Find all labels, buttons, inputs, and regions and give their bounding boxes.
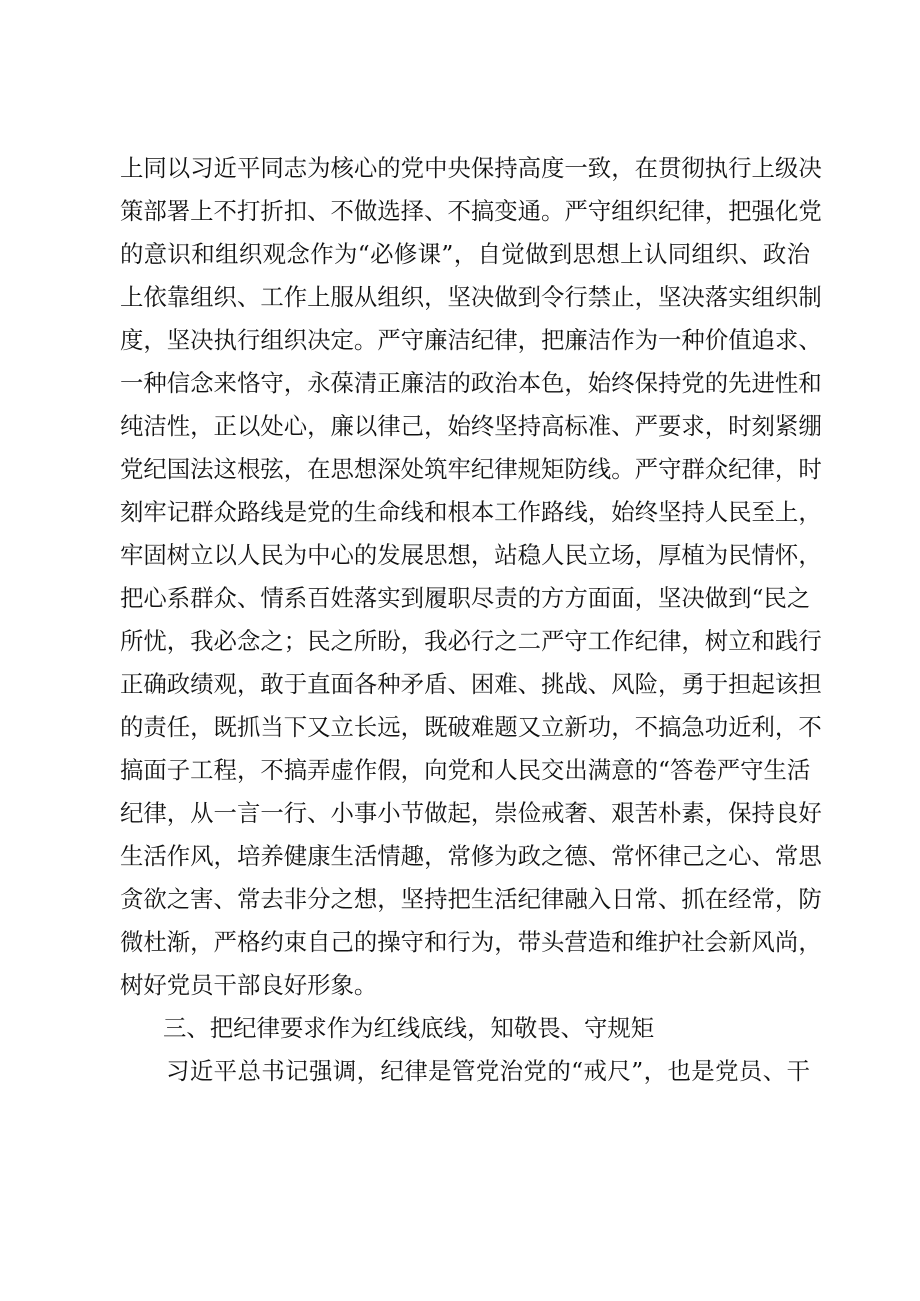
paragraph-line: 生活作风，培养健康生活情趣，常修为政之德、常怀律己之心、常思: [120, 842, 822, 870]
paragraph-line: 的责任，既抓当下又立长远，既破难题又立新功，不搞急功近利，不: [120, 713, 822, 741]
paragraph-line: 一种信念来恪守，永葆清正廉洁的政治本色，始终保持党的先进性和: [120, 369, 822, 397]
paragraph-line: 度，坚决执行组织决定。严守廉洁纪律，把廉洁作为一种价值追求、: [120, 326, 822, 354]
paragraph-line: 所忧，我必念之；民之所盼，我必行之二严守工作纪律，树立和践行: [120, 627, 822, 655]
paragraph-line: 纯洁性，正以处心，廉以律己，始终坚持高标准、严要求，时刻紧绷: [120, 412, 822, 440]
paragraph-line: 刻牢记群众路线是党的生命线和根本工作路线，始终坚持人民至上，: [120, 498, 822, 526]
paragraph-line: 树好党员干部良好形象。: [120, 971, 378, 999]
paragraph-line: 牢固树立以人民为中心的发展思想，站稳人民立场，厚植为民情怀，: [120, 541, 822, 569]
paragraph-line: 上同以习近平同志为核心的党中央保持高度一致，在贯彻执行上级决: [120, 154, 822, 182]
paragraph-line: 党纪国法这根弦，在思想深处筑牢纪律规矩防线。严守群众纪律，时: [120, 455, 822, 483]
paragraph-line: 搞面子工程，不搞弄虚作假，向党和人民交出满意的“答卷严守生活: [120, 756, 811, 784]
section-heading: 三、把纪律要求作为红线底线，知敬畏、守规矩: [163, 1014, 655, 1042]
paragraph-line: 贪欲之害、常去非分之想，坚持把生活纪律融入日常、抓在经常，防: [120, 885, 822, 913]
paragraph-line: 的意识和组织观念作为“必修课”，自觉做到思想上认同组织、政治: [120, 240, 810, 268]
paragraph-line: 策部署上不打折扣、不做选择、不搞变通。严守组织纪律，把强化党: [120, 197, 822, 225]
paragraph-line: 习近平总书记强调，纪律是管党治党的“戒尺”，也是党员、干: [166, 1057, 810, 1085]
paragraph-line: 微杜渐，严格约束自己的操守和行为，带头营造和维护社会新风尚，: [120, 928, 822, 956]
paragraph-line: 把心系群众、情系百姓落实到履职尽责的方方面面，坚决做到“民之: [120, 584, 811, 612]
paragraph-line: 纪律，从一言一行、小事小节做起，崇俭戒奢、艰苦朴素，保持良好: [120, 799, 822, 827]
paragraph-line: 正确政绩观，敢于直面各种矛盾、困难、挑战、风险，勇于担起该担: [120, 670, 822, 698]
paragraph-line: 上依靠组织、工作上服从组织，坚决做到令行禁止，坚决落实组织制: [120, 283, 822, 311]
